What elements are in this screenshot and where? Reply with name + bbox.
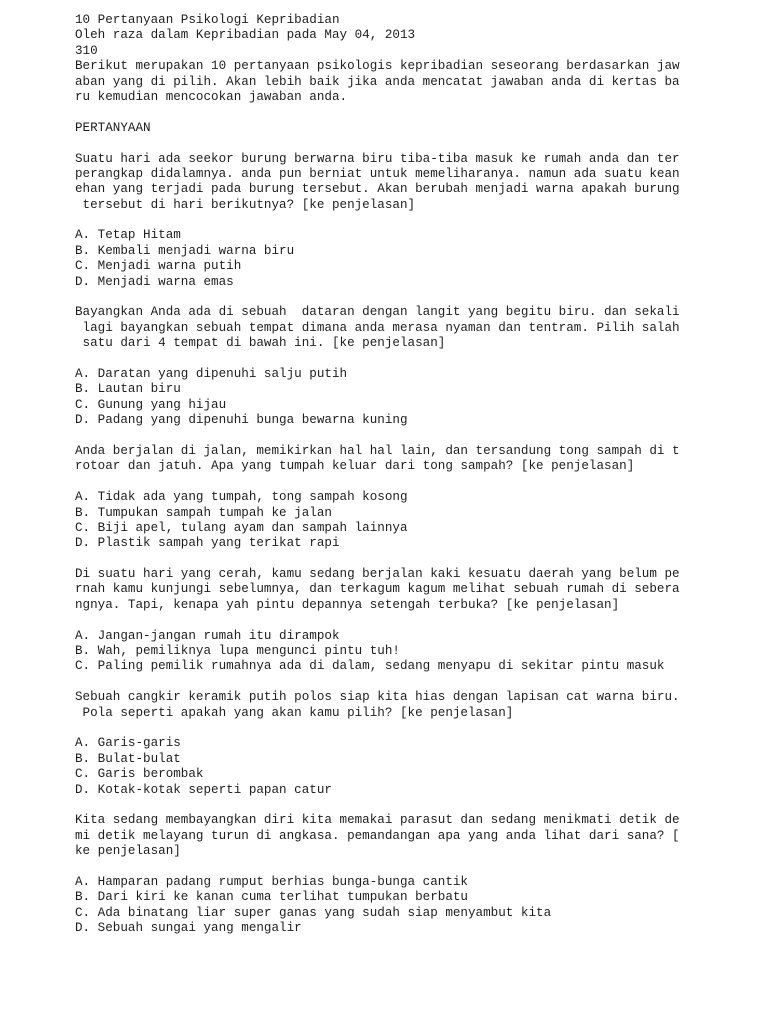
answer-option: A. Tidak ada yang tumpah, tong sampah kosong xyxy=(75,490,408,505)
section-heading: PERTANYAAN xyxy=(75,120,151,135)
answer-option: C. Paling pemilik rumahnya ada di dalam, sedang menyapu di sekitar pintu masuk xyxy=(75,659,665,674)
question-text-line: Bayangkan Anda ada di sebuah dataran dengan langit yang begitu biru. dan sekali xyxy=(75,305,680,320)
question-text-line: ehan yang terjadi pada burung tersebut. Akan berubah menjadi warna apakah burung xyxy=(75,182,680,197)
answer-option: B. Bulat-bulat xyxy=(75,751,181,766)
question-block xyxy=(75,152,755,306)
answer-option: D. Menjadi warna emas xyxy=(75,274,234,289)
question-text-line: Sebuah cangkir keramik putih polos siap kita hias dengan lapisan cat warna biru. xyxy=(75,690,680,705)
answer-option: A. Tetap Hitam xyxy=(75,228,181,243)
intro-line: ru kemudian mencocokan jawaban anda. xyxy=(75,89,348,104)
question-text-line: lagi bayangkan sebuah tempat dimana anda merasa nyaman dan tentram. Pilih salah xyxy=(75,320,680,335)
answer-option: D. Kotak-kotak seperti papan catur xyxy=(75,782,332,797)
spacer xyxy=(75,429,755,444)
question-text-line: Di suatu hari yang cerah, kamu sedang berjalan kaki kesuatu daerah yang belum pe xyxy=(75,567,680,582)
answer-option: D. Sebuah sungai yang mengalir xyxy=(75,921,302,936)
question-text-line: mi detik melayang turun di angkasa. pemandangan apa yang anda lihat dari sana? [ xyxy=(75,828,680,843)
answer-option: A. Jangan-jangan rumah itu dirampok xyxy=(75,628,340,643)
intro-paragraph xyxy=(75,59,755,105)
answer-option: C. Gunung yang hijau xyxy=(75,397,227,412)
spacer xyxy=(75,105,755,120)
question-text-line: tersebut di hari berikutnya? [ke penjelasan] xyxy=(75,197,416,212)
question-text-line: perangkap didalamnya. anda pun berniat untuk memeliharanya. namun ada suatu kean xyxy=(75,166,680,181)
document-title: 10 Pertanyaan Psikologi Kepribadian xyxy=(75,13,340,27)
question-block xyxy=(75,813,755,936)
spacer xyxy=(75,136,755,151)
spacer xyxy=(75,798,755,813)
answer-option: B. Kembali menjadi warna biru xyxy=(75,243,295,258)
spacer xyxy=(75,721,755,736)
question-text-line: Anda berjalan di jalan, memikirkan hal hal lain, dan tersandung tong sampah di t xyxy=(75,443,680,458)
answer-option: D. Plastik sampah yang terikat rapi xyxy=(75,536,340,551)
question-text-line: satu dari 4 tempat di bawah ini. [ke penjelasan] xyxy=(75,336,446,351)
answer-option: B. Wah, pemiliknya lupa mengunci pintu tuh! xyxy=(75,644,400,659)
document-count: 310 xyxy=(75,43,98,58)
question-block xyxy=(75,444,755,567)
question-text-line: Kita sedang membayangkan diri kita memakai parasut dan sedang menikmati detik de xyxy=(75,813,680,828)
spacer xyxy=(75,213,755,228)
answer-option: C. Menjadi warna putih xyxy=(75,259,242,274)
question-text-line: ngnya. Tapi, kenapa yah pintu depannya setengah terbuka? [ke penjelasan] xyxy=(75,597,620,612)
document-page xyxy=(75,13,755,936)
answer-option: A. Garis-garis xyxy=(75,736,181,751)
answer-option: C. Biji apel, tulang ayam dan sampah lainnya xyxy=(75,520,408,535)
question-list xyxy=(75,152,755,937)
answer-option: B. Lautan biru xyxy=(75,382,181,397)
answer-option: A. Hamparan padang rumput berhias bunga-bunga cantik xyxy=(75,874,468,889)
spacer xyxy=(75,859,755,874)
document-byline: Oleh raza dalam Kepribadian pada May 04, 2013 xyxy=(75,28,416,43)
question-block xyxy=(75,305,755,444)
spacer xyxy=(75,475,755,490)
answer-option: B. Tumpukan sampah tumpah ke jalan xyxy=(75,505,332,520)
spacer xyxy=(75,613,755,628)
spacer xyxy=(75,290,755,305)
spacer xyxy=(75,675,755,690)
question-text-line: Pola seperti apakah yang akan kamu pilih? [ke penjelasan] xyxy=(75,705,514,720)
question-text-line: ke penjelasan] xyxy=(75,844,181,859)
intro-line: Berikut merupakan 10 pertanyaan psikologis kepribadian seseorang berdasarkan jaw xyxy=(75,59,680,74)
answer-option: D. Padang yang dipenuhi bunga bewarna kuning xyxy=(75,413,408,428)
question-text-line: Suatu hari ada seekor burung berwarna biru tiba-tiba masuk ke rumah anda dan ter xyxy=(75,151,680,166)
answer-option: B. Dari kiri ke kanan cuma terlihat tumpukan berbatu xyxy=(75,890,468,905)
spacer xyxy=(75,552,755,567)
intro-line: aban yang di pilih. Akan lebih baik jika anda mencatat jawaban anda di kertas ba xyxy=(75,74,680,89)
question-text-line: rotoar dan jatuh. Apa yang tumpah keluar dari tong sampah? [ke penjelasan] xyxy=(75,459,635,474)
answer-option: A. Daratan yang dipenuhi salju putih xyxy=(75,366,348,381)
question-block xyxy=(75,567,755,690)
question-text-line: rnah kamu kunjungi sebelumnya, dan terkagum kagum melihat sebuah rumah di sebera xyxy=(75,582,680,597)
answer-option: C. Garis berombak xyxy=(75,767,204,782)
spacer xyxy=(75,352,755,367)
question-block xyxy=(75,690,755,813)
answer-option: C. Ada binatang liar super ganas yang sudah siap menyambut kita xyxy=(75,905,552,920)
